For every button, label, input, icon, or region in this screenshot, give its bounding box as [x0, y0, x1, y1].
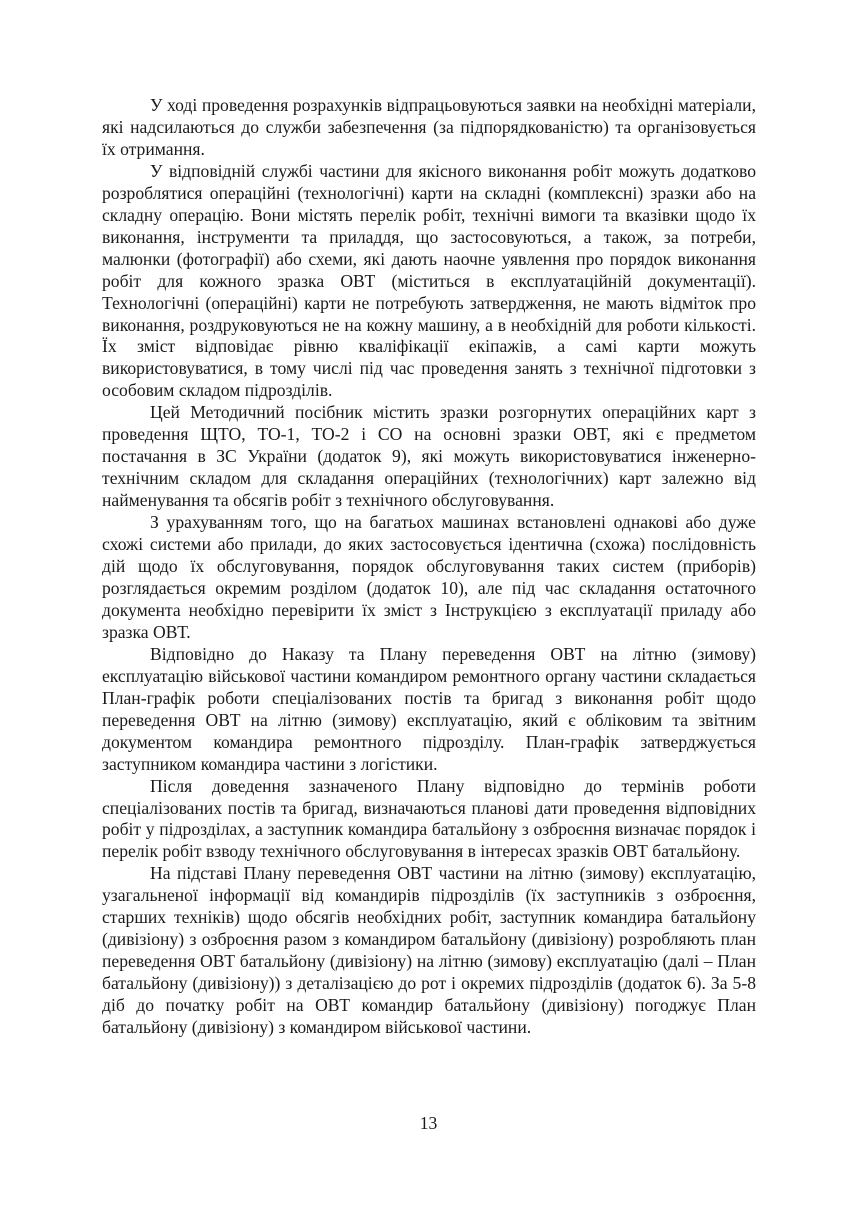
paragraph-5: Відповідно до Наказу та Плану переведення ОВТ на літню (зимову) експлуатацію військової частини командиром ремонтного органу частини складається План-графік роботи спеціалізованих постів та бригад з виконання робіт щодо переведення ОВТ на літню (зимову) експлуатацію, який є обліковим та звітним документом командира ремонтного підрозділу. План-графік затверджується заступником командира частини з логістики. — [102, 643, 756, 774]
paragraph-6: Після доведення зазначеного Плану відповідно до термінів роботи спеціалізованих постів та бригад, визначаються планові дати проведення відповідних робіт у підрозділах, а заступник командира батальйону з озброєння визначає порядок і перелік робіт взводу технічного обслуговування в інтересах зразків ОВТ батальйону. — [102, 775, 756, 862]
page-number: 13 — [419, 1113, 438, 1133]
paragraph-1: У ході проведення розрахунків відпрацьовуються заявки на необхідні матеріали, які надсилаються до служби забезпечення (за підпорядкованістю) та організовується їх отримання. — [102, 95, 756, 159]
paragraph-4: З урахуванням того, що на багатьох машинах встановлені однакові або дуже схожі системи або прилади, до яких застосовується ідентична (схожа) послідовність дій щодо їх обслуговування, порядок обслуговування таких систем (приборів) розглядається окремим розділом (додаток 10), але під час складання остаточного документа необхідно перевірити їх зміст з Інструкцією з експлуатації приладу або зразка ОВТ. — [102, 512, 756, 642]
paragraph-2: У відповідній службі частини для якісного виконання робіт можуть додатково розроблятися операційні (технологічні) карти на складні (комплексні) зразки або на складну операцію. Вони містять перелік робіт, технічні вимоги та вказівки щодо їх виконання, інструменти та приладдя, що застосовуються, а також, за потреби, малюнки (фотографії) або схеми, які дають наочне уявлення про порядок виконання робіт для кожного зразка ОВТ (міститься в експлуатаційній документації). Технологічні (операційні) карти не потребують затвердження, не мають відміток про виконання, роздруковуються не на кожну машину, а в необхідній для роботи кількості. Їх зміст відповідає рівню кваліфікації екіпажів, а самі карти можуть використовуватися, в тому числі під час проведення занять з технічної підготовки з особовим складом підрозділів. — [102, 160, 756, 401]
paragraph-3: Цей Методичний посібник містить зразки розгорнутих операційних карт з проведення ЩТО, ТО-1, ТО-2 і СО на основні зразки ОВТ, які є предметом постачання в ЗС України (додаток 9), які можуть використовуватися інженерно-технічним складом для складання операційних (технологічних) карт залежно від найменування та обсягів робіт з технічного обслуговування. — [102, 402, 756, 511]
paragraph-7: На підставі Плану переведення ОВТ частини на літню (зимову) експлуатацію, узагальненої інформації від командирів підрозділів (їх заступників з озброєння, старших техніків) щодо обсягів необхідних робіт, заступник командира батальйону (дивізіону) з озброєння разом з командиром батальйону (дивізіону) розробляють план переведення ОВТ батальйону (дивізіону) на літню (зимову) експлуатацію (далі – План батальйону (дивізіону)) з деталізацією до рот і окремих підрозділів (додаток 6). За 5-8 діб до початку робіт на ОВТ командир батальйону (дивізіону) погоджує План батальйону (дивізіону) з командиром військової частини. — [102, 863, 756, 1038]
document-body — [102, 95, 756, 1039]
